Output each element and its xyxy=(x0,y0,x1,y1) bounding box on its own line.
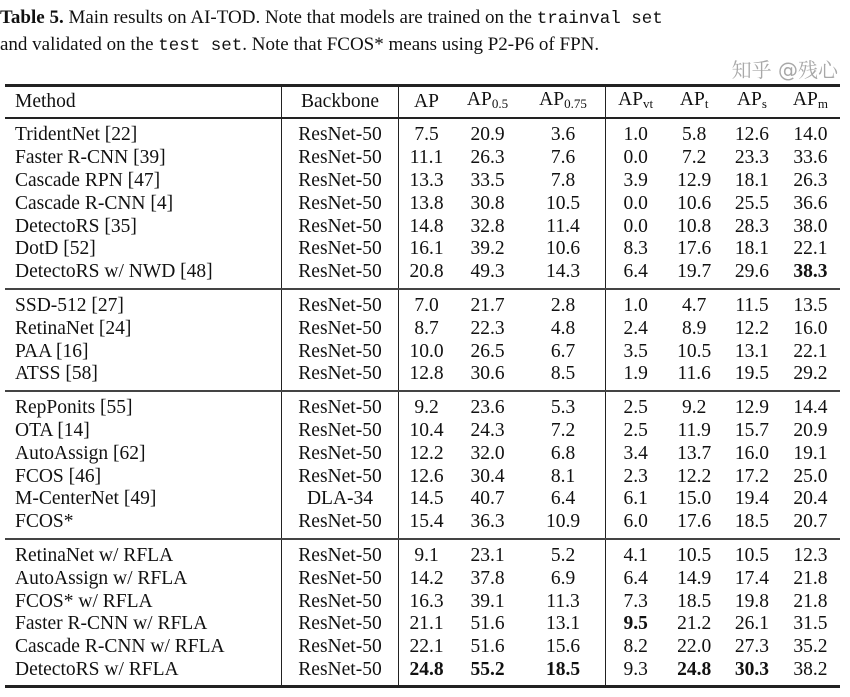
metric-cell: 12.2 xyxy=(677,465,712,487)
metric-cell: 38.3 xyxy=(793,261,828,283)
metric-cell: 27.3 xyxy=(734,636,770,658)
table-row xyxy=(5,539,840,568)
metric-cell: 12.2 xyxy=(409,442,444,464)
column-header-label: AP xyxy=(414,91,439,112)
metric-cell: 12.8 xyxy=(409,363,444,385)
method-cell: Faster R-CNN [39] xyxy=(5,147,282,170)
caption-code-test: test set xyxy=(158,36,243,56)
table-row xyxy=(5,636,840,659)
table-group xyxy=(5,118,840,289)
metric-cell: 20.9 xyxy=(470,124,505,146)
metric-cell: 12.6 xyxy=(734,124,770,146)
metric-cell: 8.9 xyxy=(681,317,707,339)
column-header xyxy=(606,86,666,119)
backbone-cell: ResNet-50 xyxy=(282,590,399,613)
metric-cell: 10.4 xyxy=(409,419,444,441)
metric-cell: 30.4 xyxy=(470,465,505,487)
caption-text: and validated on the xyxy=(0,34,159,55)
metric-cell: 6.1 xyxy=(623,488,648,510)
backbone-cell: ResNet-50 xyxy=(282,215,399,238)
metric-cell: 17.6 xyxy=(677,511,712,533)
table-row xyxy=(5,442,840,465)
metric-cell: 49.3 xyxy=(470,261,505,283)
table-group xyxy=(5,391,840,539)
column-header-subscript: m xyxy=(817,96,828,111)
metric-cell: 36.3 xyxy=(470,511,505,533)
table-row xyxy=(5,147,840,170)
backbone-cell: ResNet-50 xyxy=(282,261,399,289)
metric-cell: 10.5 xyxy=(521,192,606,215)
column-header-subscript: t xyxy=(704,96,709,111)
metric-cell: 13.1 xyxy=(734,340,770,362)
metric-cell: 7.3 xyxy=(623,590,648,612)
backbone-cell: ResNet-50 xyxy=(282,289,399,318)
metric-cell: 0.0 xyxy=(623,147,648,169)
metric-cell: 7.6 xyxy=(521,147,606,170)
method-cell: DotD [52] xyxy=(5,238,282,261)
metric-cell: 21.2 xyxy=(677,613,712,635)
backbone-cell: ResNet-50 xyxy=(282,442,399,465)
backbone-cell: ResNet-50 xyxy=(282,539,399,568)
column-header-label: AP xyxy=(736,89,762,110)
table-group xyxy=(5,289,840,391)
metric-cell: 33.5 xyxy=(470,169,505,191)
backbone-cell: ResNet-50 xyxy=(282,317,399,340)
metric-cell: 22.3 xyxy=(470,317,505,339)
metric-cell: 2.5 xyxy=(623,419,648,441)
metric-cell: 3.6 xyxy=(521,118,606,147)
metric-cell: 18.5 xyxy=(677,590,712,612)
metric-cell: 5.3 xyxy=(521,391,606,420)
metric-cell: 3.4 xyxy=(623,442,648,464)
metric-cell: 11.5 xyxy=(735,294,769,316)
metric-cell: 1.9 xyxy=(623,363,648,385)
metric-cell: 11.1 xyxy=(409,147,444,169)
metric-cell: 10.0 xyxy=(409,340,444,362)
metric-cell: 2.4 xyxy=(623,317,648,339)
metric-cell: 15.7 xyxy=(734,419,770,441)
metric-cell: 6.8 xyxy=(521,442,606,465)
metric-cell: 12.9 xyxy=(677,169,712,191)
backbone-cell: ResNet-50 xyxy=(282,465,399,488)
method-cell: DetectoRS w/ NWD [48] xyxy=(5,261,282,289)
column-header-subscript: 0.75 xyxy=(564,96,587,111)
method-cell: Cascade R-CNN [4] xyxy=(5,192,282,215)
backbone-cell: ResNet-50 xyxy=(282,636,399,659)
column-header xyxy=(665,86,723,119)
metric-cell: 0.0 xyxy=(623,215,648,237)
metric-cell: 21.1 xyxy=(409,613,444,635)
metric-cell: 1.0 xyxy=(623,294,648,316)
metric-cell: 7.2 xyxy=(521,420,606,443)
metric-cell: 1.0 xyxy=(623,124,648,146)
metric-cell: 14.8 xyxy=(409,215,444,237)
metric-cell: 23.1 xyxy=(470,544,505,566)
metric-cell: 4.1 xyxy=(623,544,648,566)
metric-cell: 22.1 xyxy=(409,636,444,658)
metric-cell: 30.6 xyxy=(470,363,505,385)
metric-cell: 8.1 xyxy=(521,465,606,488)
metric-cell: 10.9 xyxy=(521,511,606,539)
metric-cell: 22.1 xyxy=(793,238,828,260)
metric-cell: 7.8 xyxy=(521,170,606,193)
metric-cell: 8.3 xyxy=(623,238,648,260)
metric-cell: 29.2 xyxy=(793,363,828,385)
metric-cell: 17.2 xyxy=(734,465,770,487)
column-header xyxy=(5,86,282,119)
metric-cell: 51.6 xyxy=(470,613,505,635)
metric-cell: 17.4 xyxy=(734,567,770,589)
table-row xyxy=(5,289,840,318)
table-row xyxy=(5,590,840,613)
metric-cell: 10.6 xyxy=(521,238,606,261)
table-group xyxy=(5,539,840,687)
column-header-subscript: s xyxy=(761,96,767,111)
metric-cell: 5.2 xyxy=(521,539,606,568)
metric-cell: 35.2 xyxy=(793,636,828,658)
metric-cell: 20.9 xyxy=(793,419,828,441)
results-table xyxy=(5,84,840,688)
table-row xyxy=(5,215,840,238)
metric-cell: 30.3 xyxy=(734,658,770,680)
metric-cell: 32.8 xyxy=(470,215,505,237)
metric-cell: 17.6 xyxy=(677,238,712,260)
table-row xyxy=(5,261,840,289)
backbone-cell: ResNet-50 xyxy=(282,170,399,193)
metric-cell: 13.8 xyxy=(409,192,444,214)
metric-cell: 15.6 xyxy=(521,636,606,659)
backbone-cell: ResNet-50 xyxy=(282,391,399,420)
metric-cell: 31.5 xyxy=(793,613,828,635)
column-header xyxy=(399,86,455,119)
metric-cell: 10.5 xyxy=(677,544,712,566)
metric-cell: 18.1 xyxy=(734,238,770,260)
caption-line-1 xyxy=(0,4,850,31)
metric-cell: 20.8 xyxy=(409,261,444,283)
metric-cell: 14.4 xyxy=(793,397,828,419)
metric-cell: 6.7 xyxy=(521,340,606,363)
method-cell: OTA [14] xyxy=(5,420,282,443)
column-header xyxy=(282,86,399,119)
metric-cell: 11.4 xyxy=(521,215,606,238)
metric-cell: 20.4 xyxy=(793,488,828,510)
metric-cell: 23.3 xyxy=(734,147,770,169)
backbone-cell: ResNet-50 xyxy=(282,340,399,363)
backbone-cell: ResNet-50 xyxy=(282,659,399,687)
table-row xyxy=(5,317,840,340)
method-cell: Cascade RPN [47] xyxy=(5,170,282,193)
metric-cell: 8.7 xyxy=(414,317,439,339)
metric-cell: 16.3 xyxy=(409,590,444,612)
caption-code-trainval: trainval set xyxy=(536,9,663,29)
metric-cell: 40.7 xyxy=(470,488,505,510)
metric-cell: 13.3 xyxy=(409,169,444,191)
table-row xyxy=(5,511,840,539)
column-header-label: AP xyxy=(466,89,492,110)
metric-cell: 21.7 xyxy=(470,294,505,316)
metric-cell: 12.3 xyxy=(793,544,828,566)
metric-cell: 39.2 xyxy=(470,238,505,260)
metric-cell: 3.5 xyxy=(623,340,648,362)
metric-cell: 3.9 xyxy=(623,169,648,191)
metric-cell: 5.8 xyxy=(681,124,707,146)
metric-cell: 18.5 xyxy=(734,511,770,533)
caption-line-2 xyxy=(0,31,850,58)
metric-cell: 10.5 xyxy=(677,340,712,362)
metric-cell: 6.4 xyxy=(623,261,648,283)
metric-cell: 30.8 xyxy=(470,192,505,214)
metric-cell: 37.8 xyxy=(470,567,505,589)
column-header-subscript: 0.5 xyxy=(491,96,509,111)
metric-cell: 25.0 xyxy=(793,465,828,487)
method-cell: FCOS* xyxy=(5,511,282,539)
metric-cell: 11.9 xyxy=(677,419,711,441)
header-row xyxy=(5,86,840,119)
metric-cell: 21.8 xyxy=(793,590,828,612)
table-caption xyxy=(0,4,850,58)
table-row xyxy=(5,340,840,363)
column-header-label: Backbone xyxy=(301,91,379,112)
metric-cell: 2.8 xyxy=(521,289,606,318)
metric-cell: 26.3 xyxy=(470,147,505,169)
metric-cell: 8.5 xyxy=(521,363,606,391)
metric-cell: 9.1 xyxy=(414,544,439,566)
metric-cell: 6.9 xyxy=(521,567,606,590)
metric-cell: 7.5 xyxy=(414,124,439,146)
table-row xyxy=(5,567,840,590)
metric-cell: 18.1 xyxy=(734,169,770,191)
backbone-cell: ResNet-50 xyxy=(282,420,399,443)
backbone-cell: ResNet-50 xyxy=(282,511,399,539)
metric-cell: 9.2 xyxy=(414,397,439,419)
metric-cell: 38.2 xyxy=(793,658,828,680)
metric-cell: 16.0 xyxy=(793,317,828,339)
method-cell: RepPonits [55] xyxy=(5,391,282,420)
table-row xyxy=(5,465,840,488)
backbone-cell: ResNet-50 xyxy=(282,238,399,261)
metric-cell: 4.8 xyxy=(521,317,606,340)
metric-cell: 6.0 xyxy=(623,511,648,533)
table-row xyxy=(5,363,840,391)
metric-cell: 15.0 xyxy=(677,488,712,510)
metric-cell: 10.5 xyxy=(734,544,770,566)
metric-cell: 21.8 xyxy=(793,567,828,589)
backbone-cell: ResNet-50 xyxy=(282,613,399,636)
column-header-label: AP xyxy=(792,89,818,110)
column-header-label: AP xyxy=(539,89,565,110)
backbone-cell: ResNet-50 xyxy=(282,118,399,147)
metric-cell: 24.8 xyxy=(409,658,444,680)
metric-cell: 9.5 xyxy=(623,613,648,635)
metric-cell: 2.5 xyxy=(623,397,648,419)
table-row xyxy=(5,238,840,261)
metric-cell: 13.5 xyxy=(793,294,828,316)
column-header-subscript: vt xyxy=(643,96,654,111)
metric-cell: 26.5 xyxy=(470,340,505,362)
metric-cell: 0.0 xyxy=(623,192,648,214)
backbone-cell: ResNet-50 xyxy=(282,363,399,391)
metric-cell: 20.7 xyxy=(793,511,828,533)
metric-cell: 19.7 xyxy=(677,261,712,283)
method-cell: M-CenterNet [49] xyxy=(5,488,282,511)
metric-cell: 19.1 xyxy=(793,442,828,464)
metric-cell: 36.6 xyxy=(793,192,828,214)
method-cell: PAA [16] xyxy=(5,340,282,363)
table-row xyxy=(5,613,840,636)
metric-cell: 14.5 xyxy=(409,488,444,510)
metric-cell: 24.8 xyxy=(677,658,712,680)
method-cell: FCOS [46] xyxy=(5,465,282,488)
table-row xyxy=(5,420,840,443)
metric-cell: 12.6 xyxy=(409,465,444,487)
metric-cell: 14.3 xyxy=(521,261,606,289)
metric-cell: 15.4 xyxy=(409,511,444,533)
metric-cell: 13.1 xyxy=(521,613,606,636)
method-cell: AutoAssign w/ RFLA xyxy=(5,567,282,590)
metric-cell: 29.6 xyxy=(734,261,770,283)
metric-cell: 12.2 xyxy=(734,317,770,339)
method-cell: TridentNet [22] xyxy=(5,118,282,147)
metric-cell: 51.6 xyxy=(470,636,505,658)
metric-cell: 24.3 xyxy=(470,419,505,441)
metric-cell: 4.7 xyxy=(681,294,707,316)
method-cell: RetinaNet [24] xyxy=(5,317,282,340)
column-header xyxy=(781,86,840,119)
backbone-cell: ResNet-50 xyxy=(282,192,399,215)
metric-cell: 10.8 xyxy=(677,215,712,237)
metric-cell: 28.3 xyxy=(734,215,770,237)
column-header-label: AP xyxy=(618,89,644,110)
metric-cell: 11.6 xyxy=(677,363,711,385)
metric-cell: 19.4 xyxy=(734,488,770,510)
column-header xyxy=(521,86,606,119)
metric-cell: 2.3 xyxy=(623,465,648,487)
metric-cell: 39.1 xyxy=(470,590,505,612)
method-cell: DetectoRS [35] xyxy=(5,215,282,238)
backbone-cell: DLA-34 xyxy=(282,488,399,511)
metric-cell: 19.8 xyxy=(734,590,770,612)
method-cell: Faster R-CNN w/ RFLA xyxy=(5,613,282,636)
metric-cell: 23.6 xyxy=(470,397,505,419)
metric-cell: 14.9 xyxy=(677,567,712,589)
table-row xyxy=(5,659,840,687)
table-row xyxy=(5,170,840,193)
metric-cell: 25.5 xyxy=(734,192,770,214)
metric-cell: 6.4 xyxy=(623,567,648,589)
metric-cell: 10.6 xyxy=(677,192,712,214)
caption-text: . Note that FCOS* means using P2-P6 of FPN. xyxy=(242,34,600,55)
column-header xyxy=(454,86,521,119)
table-row xyxy=(5,118,840,147)
backbone-cell: ResNet-50 xyxy=(282,567,399,590)
metric-cell: 6.4 xyxy=(521,488,606,511)
table-row xyxy=(5,192,840,215)
method-cell: DetectoRS w/ RFLA xyxy=(5,659,282,687)
metric-cell: 13.7 xyxy=(677,442,712,464)
metric-cell: 26.1 xyxy=(734,613,770,635)
method-cell: ATSS [58] xyxy=(5,363,282,391)
metric-cell: 22.1 xyxy=(793,340,828,362)
metric-cell: 18.5 xyxy=(521,659,606,687)
metric-cell: 9.2 xyxy=(681,397,707,419)
caption-label: Table 5. xyxy=(0,7,64,28)
method-cell: FCOS* w/ RFLA xyxy=(5,590,282,613)
caption-text: Main results on AI-TOD. Note that models are trained on the xyxy=(63,7,537,28)
metric-cell: 33.6 xyxy=(793,147,828,169)
method-cell: Cascade R-CNN w/ RFLA xyxy=(5,636,282,659)
backbone-cell: ResNet-50 xyxy=(282,147,399,170)
metric-cell: 14.2 xyxy=(409,567,444,589)
method-cell: AutoAssign [62] xyxy=(5,442,282,465)
metric-cell: 22.0 xyxy=(677,636,712,658)
metric-cell: 14.0 xyxy=(793,124,828,146)
method-cell: SSD-512 [27] xyxy=(5,289,282,318)
table-row xyxy=(5,488,840,511)
metric-cell: 16.1 xyxy=(409,238,444,260)
method-cell: RetinaNet w/ RFLA xyxy=(5,539,282,568)
metric-cell: 26.3 xyxy=(793,169,828,191)
metric-cell: 7.0 xyxy=(414,294,439,316)
metric-cell: 12.9 xyxy=(734,397,770,419)
table-row xyxy=(5,391,840,420)
metric-cell: 11.3 xyxy=(521,590,606,613)
metric-cell: 38.0 xyxy=(793,215,828,237)
metric-cell: 19.5 xyxy=(734,363,770,385)
metric-cell: 55.2 xyxy=(470,658,505,680)
column-header xyxy=(723,86,781,119)
column-header-label: AP xyxy=(679,89,705,110)
watermark: 知乎 @残心 xyxy=(731,58,838,82)
metric-cell: 8.2 xyxy=(623,636,648,658)
metric-cell: 7.2 xyxy=(681,147,707,169)
metric-cell: 16.0 xyxy=(734,442,770,464)
metric-cell: 9.3 xyxy=(623,658,648,680)
metric-cell: 32.0 xyxy=(470,442,505,464)
column-header-label: Method xyxy=(15,91,76,112)
